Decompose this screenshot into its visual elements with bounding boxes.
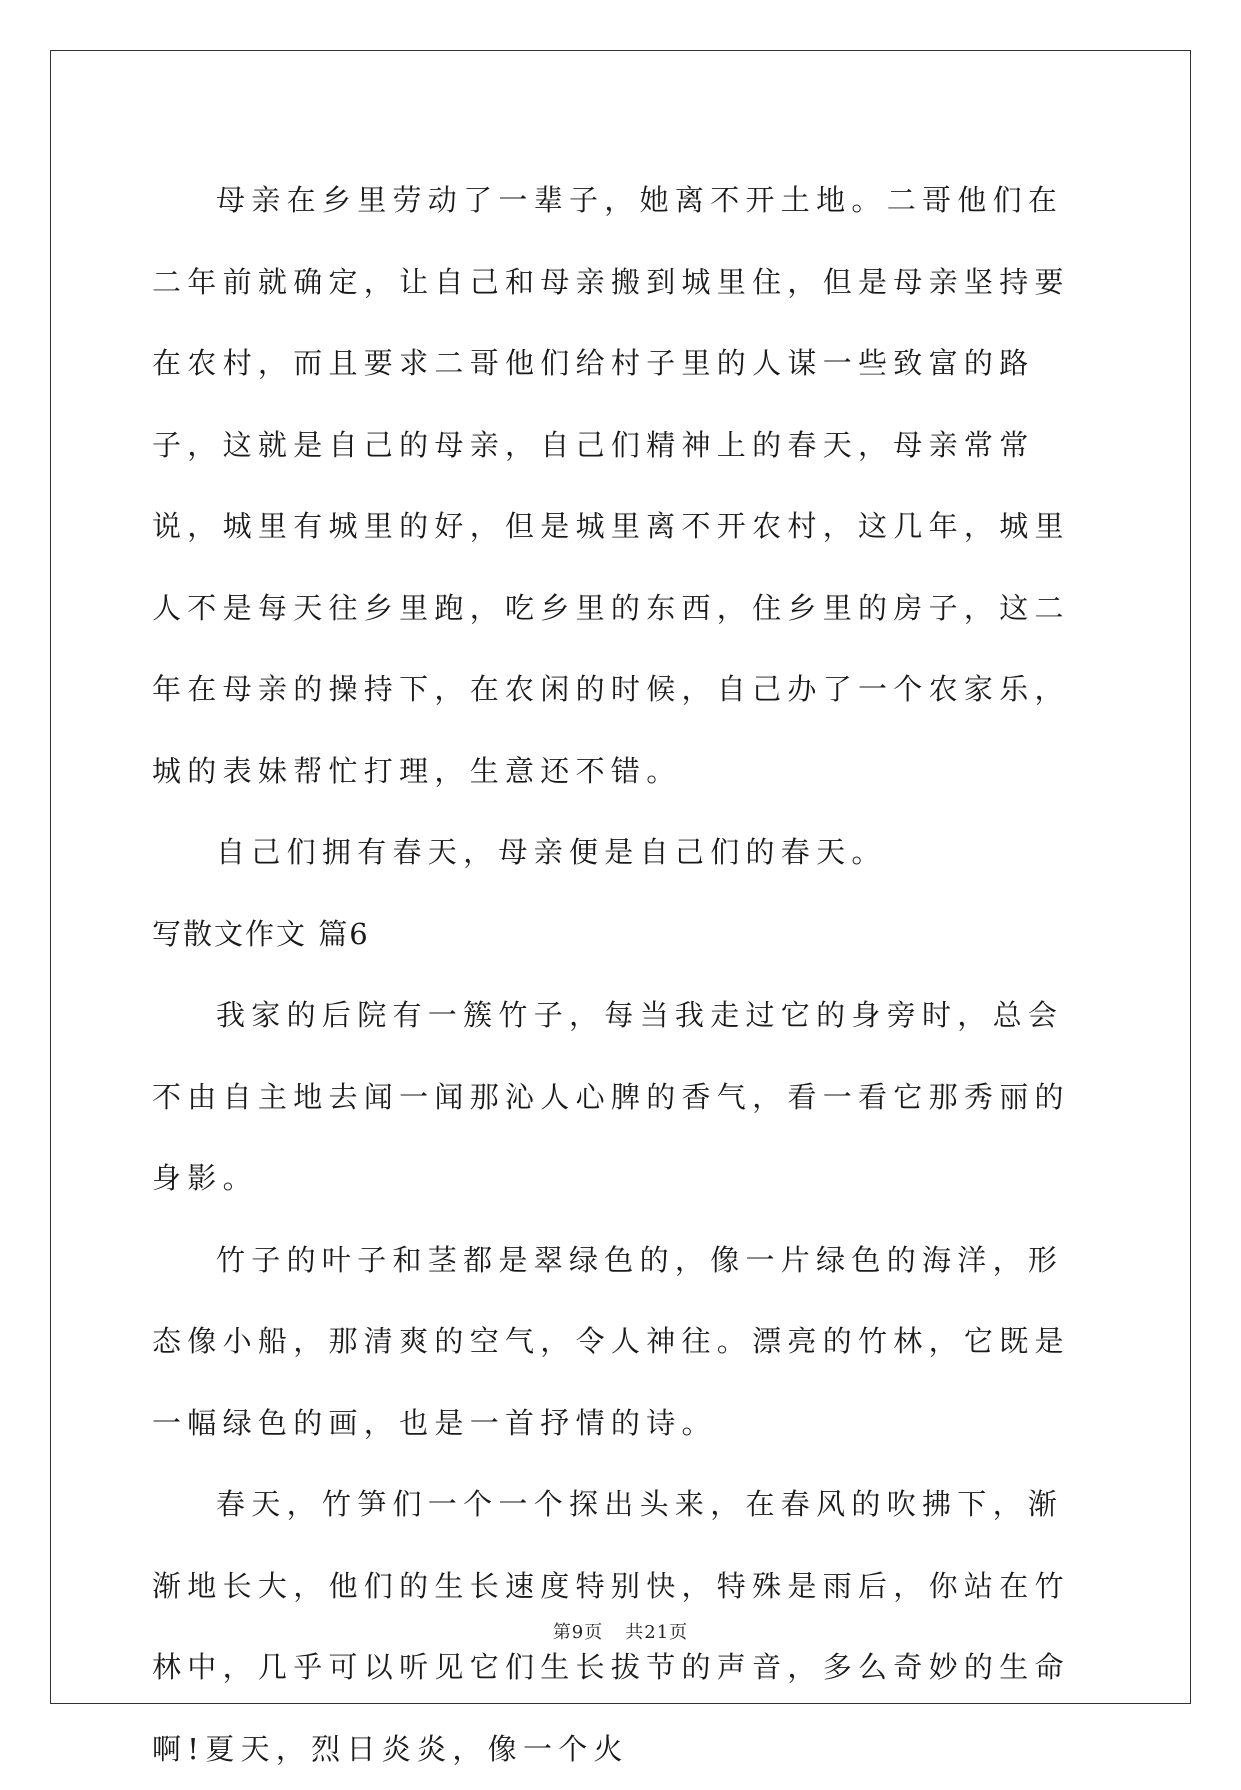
paragraph: 竹子的叶子和茎都是翠绿色的，像一片绿色的海洋，形态像小船，那清爽的空气，令人神往。漂亮的竹林，它既是一幅绿色的画，也是一首抒情的诗。 — [152, 1242, 1070, 1440]
paragraph: 母亲在乡里劳动了一辈子，她离不开土地。二哥他们在二年前就确定，让自己和母亲搬到城里住，但是母亲坚持要在农村，而且要求二哥他们给村子里的人谋一些致富的路子，这就是自己的母亲，自己们精神上的春天，母亲常常说，城里有城里的好，但是城里离不开农村，这几年，城里人不是每天往乡里跑，吃乡里的东西，住乡里的房子，这二年在母亲的操持下，在农闲的时候，自己办了一个农家乐，城的表妹帮忙打理，生意还不错。 — [152, 183, 1070, 788]
paragraph: 自己们拥有春天，母亲便是自己们的春天。 — [216, 835, 887, 869]
paragraph: 春天，竹笋们一个一个探出头来，在春风的吹拂下，渐渐地长大，他们的生长速度特别快，特殊是雨后，你站在竹林中，几乎可以听见它们生长拔节的声音，多么奇妙的生命啊!夏天，烈日炎炎，像一个火 — [152, 1487, 1070, 1766]
page-number: 第9页 — [552, 1622, 604, 1643]
document-body — [152, 160, 1092, 1790]
page-footer — [0, 1618, 1241, 1644]
section-heading: 写散文作文 篇6 — [152, 916, 370, 951]
page-total: 共21页 — [625, 1622, 689, 1643]
paragraph: 我家的后院有一簇竹子，每当我走过它的身旁时，总会不由自主地去闻一闻那沁人心脾的香气，看一看它那秀丽的身影。 — [152, 998, 1070, 1195]
